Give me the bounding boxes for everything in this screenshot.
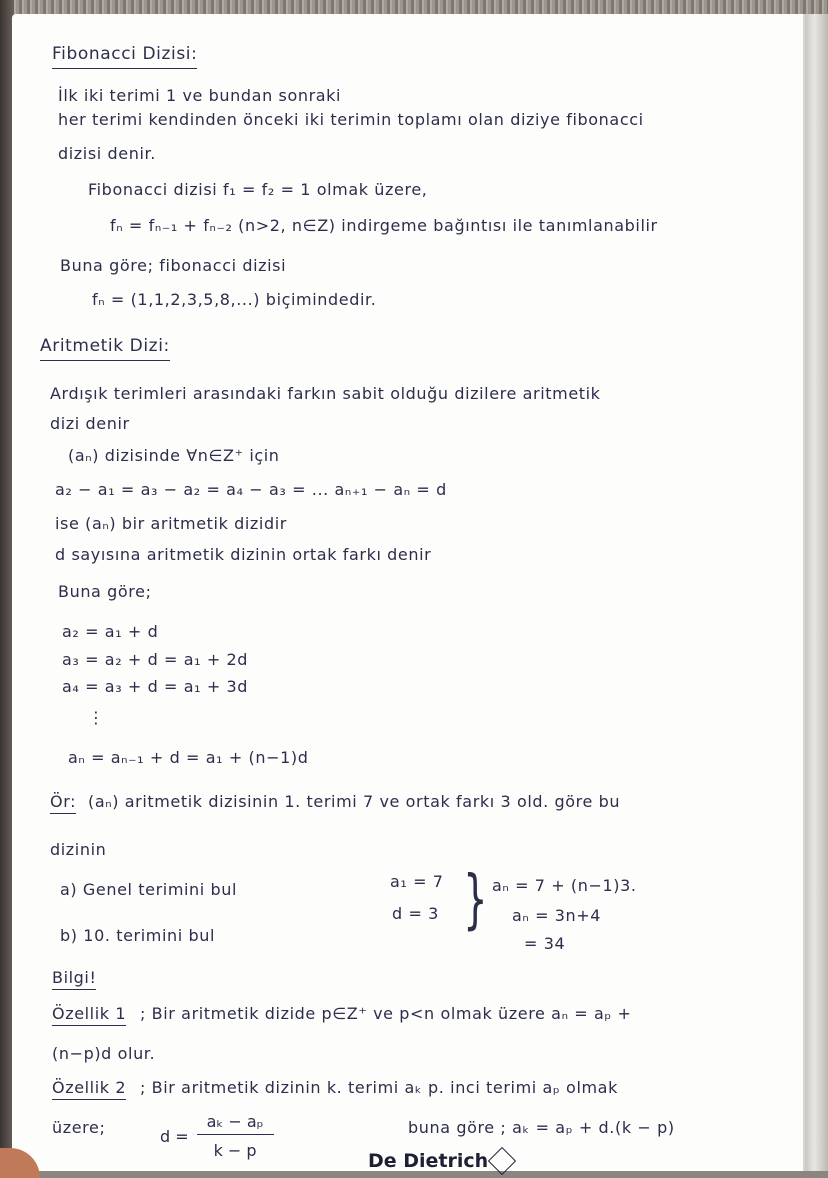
arith-formula: a₃ = a₂ + d = a₁ + 2d [62,650,249,669]
solution-line: = 34 [524,934,566,953]
arith-line: d sayısına aritmetik dizinin ortak farkı denir [55,545,432,564]
info-heading: Bilgi! [52,968,96,990]
fib-sequence: fₙ = (1,1,2,3,5,8,...) biçimindedir. [92,290,377,309]
arith-line: ise (aₙ) bir aritmetik dizidir [55,514,287,533]
example-text: (aₙ) aritmetik dizisinin 1. terimi 7 ve ortak farkı 3 old. göre bu [88,792,621,811]
arith-line: Buna göre; [58,582,152,601]
arith-formula: a₄ = a₃ + d = a₁ + 3d [62,677,249,696]
arithmetic-heading: Aritmetik Dizi: [40,336,170,361]
arith-general-term: aₙ = aₙ₋₁ + d = a₁ + (n−1)d [68,748,309,767]
fib-line: her terimi kendinden önceki iki terimin toplamı olan diziye fibonacci [58,110,644,129]
fib-formula: fₙ = fₙ₋₁ + fₙ₋₂ (n>2, n∈Z) indirgeme bağıntısı ile tanımlanabilir [110,216,658,235]
fib-line: Buna göre; fibonacci dizisi [60,256,287,275]
fraction-lhs: d = [160,1126,189,1146]
example-question-b: b) 10. terimini bul [60,926,216,945]
property-1-label: Özellik 1 [52,1004,126,1026]
brace-symbol: } [463,863,488,937]
property-2-label: Özellik 2 [52,1078,126,1100]
given-d: d = 3 [392,904,439,923]
brand-name: De Dietrich [368,1150,489,1172]
example-question-a: a) Genel terimini bul [60,880,238,899]
solution-line: aₙ = 7 + (n−1)3. [492,876,637,895]
arith-formula: a₂ − a₁ = a₃ − a₂ = a₄ − a₃ = ... aₙ₊₁ − aₙ = d [55,480,447,499]
fraction-denominator: k − p [213,1141,257,1160]
arith-line: (aₙ) dizisinde ∀n∈Z⁺ için [68,446,280,465]
property-2-result: buna göre ; aₖ = aₚ + d.(k − p) [408,1118,675,1137]
solution-line: aₙ = 3n+4 [512,906,602,925]
brand-logo [368,1150,512,1172]
given-a1: a₁ = 7 [390,872,444,891]
fraction-numerator: aₖ − aₚ [197,1112,274,1135]
property-1-text: (n−p)d olur. [52,1044,156,1063]
property-2-text: üzere; [52,1118,106,1137]
arith-formula: a₂ = a₁ + d [62,622,159,641]
arith-line: Ardışık terimleri arasındaki farkın sabit olduğu dizilere aritmetik [50,384,601,403]
property-1-text: ; Bir aritmetik dizide p∈Z⁺ ve p<n olmak üzere aₙ = aₚ + [140,1004,632,1023]
fraction-formula [160,1112,274,1160]
arith-line: dizi denir [50,414,130,433]
fib-line: Fibonacci dizisi f₁ = f₂ = 1 olmak üzere, [88,180,428,199]
fib-line: İlk iki terimi 1 ve bundan sonraki [58,86,342,105]
fib-line: dizisi denir. [58,144,156,163]
property-2-text: ; Bir aritmetik dizinin k. terimi aₖ p. inci terimi aₚ olmak [140,1078,618,1097]
notebook-binding [805,14,828,1171]
example-label: Ör: [50,792,76,814]
fibonacci-heading: Fibonacci Dizisi: [52,44,197,69]
example-text: dizinin [50,840,107,859]
vertical-ellipsis: ⋮ [88,708,105,727]
